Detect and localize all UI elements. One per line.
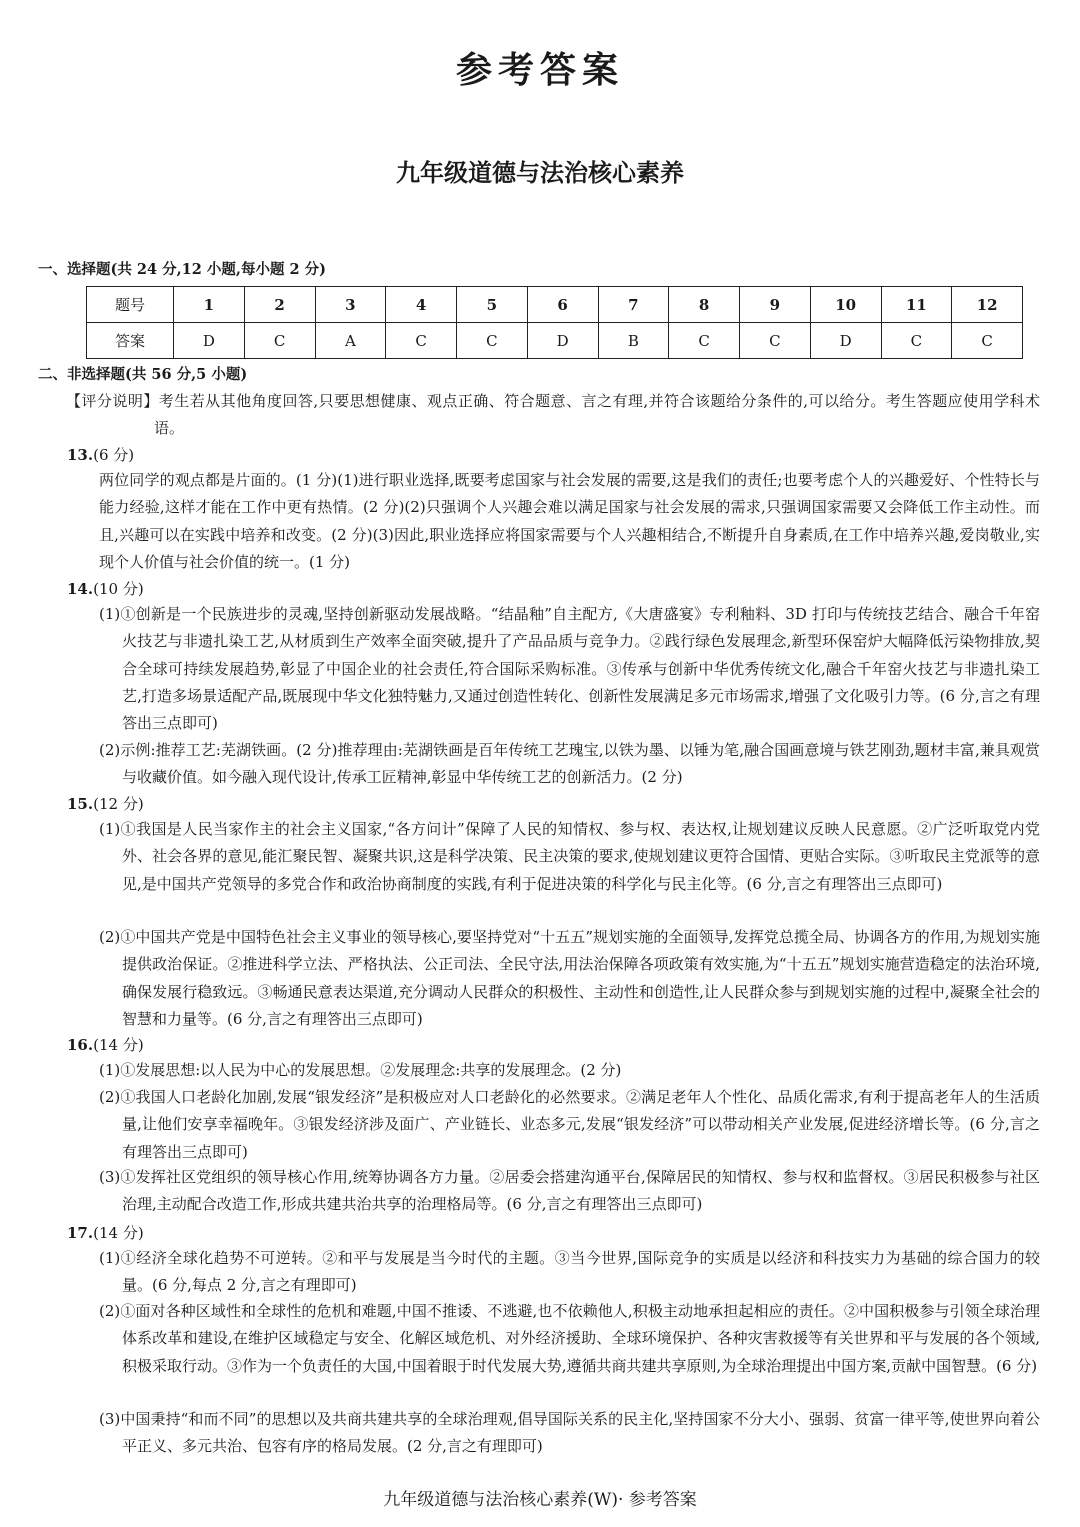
question-number: 14. bbox=[67, 580, 94, 598]
question-number: 15. bbox=[67, 795, 94, 813]
question-number-cell: 4 bbox=[386, 287, 457, 323]
question-number-cell: 5 bbox=[457, 287, 528, 323]
question-header bbox=[67, 793, 144, 814]
page-footer: 九年级道德与法治核心素养(W)· 参考答案 bbox=[383, 1490, 697, 1510]
subject-title: 九年级道德与法治核心素养 bbox=[396, 158, 684, 187]
page-title: 参考答案 bbox=[455, 49, 624, 91]
question-header bbox=[67, 1222, 144, 1243]
question-header bbox=[67, 578, 144, 599]
answer-paragraph: (1)①经济全球化趋势不可逆转。②和平与发展是当今时代的主题。③当今世界,国际竞争的实质是以经济和科技实力为基础的综合国力的较量。(6 分,每点 2 分,言之有理即可) bbox=[99, 1249, 1040, 1295]
question-header bbox=[67, 1034, 144, 1055]
section1-heading: 一、选择题(共 24 分,12 小题,每小题 2 分) bbox=[38, 261, 327, 278]
answer-paragraph: (1)①发展思想:以人民为中心的发展思想。②发展理念:共享的发展理念。(2 分) bbox=[99, 1061, 622, 1079]
scoring-note: 【评分说明】考生若从其他角度回答,只要思想健康、观点正确、符合题意、言之有理,并符合该题给分条件的,可以给分。考生答题应使用学科术语。 bbox=[66, 392, 1040, 438]
answer-table-number-row bbox=[87, 287, 1023, 323]
question-points: (12 分) bbox=[93, 795, 144, 813]
answer-cell: C bbox=[457, 323, 528, 359]
question-number-cell: 3 bbox=[315, 287, 386, 323]
answer-table bbox=[86, 286, 1023, 359]
answer-cell: C bbox=[881, 323, 952, 359]
question-number-cell: 11 bbox=[881, 287, 952, 323]
answer-cell: D bbox=[174, 323, 245, 359]
question-points: (10 分) bbox=[93, 580, 144, 598]
answer-paragraph: (3)①发挥社区党组织的领导核心作用,统筹协调各方力量。②居委会搭建沟通平台,保障居民的知情权、参与权和监督权。③居民积极参与社区治理,主动配合改造工作,形成共建共治共享的治理格局等。(6 分,言之有理答出三点即可) bbox=[99, 1168, 1040, 1214]
question-number-cell: 9 bbox=[740, 287, 811, 323]
question-number-cell: 12 bbox=[952, 287, 1023, 323]
answer-paragraph: (2)①我国人口老龄化加剧,发展“银发经济”是积极应对人口老龄化的必然要求。②满足老年人个性化、品质化需求,有利于提高老年人的生活质量,让他们安享幸福晚年。③银发经济涉及面广、产业链长、业态多元,发展“银发经济”可以带动相关产业发展,促进经济增长等。(6 分,言之有理答出三点即可) bbox=[99, 1088, 1040, 1161]
answer-cell: C bbox=[386, 323, 457, 359]
answer-paragraph: (2)示例:推荐工艺:芜湖铁画。(2 分)推荐理由:芜湖铁画是百年传统工艺瑰宝,以铁为墨、以锤为笔,融合国画意境与铁艺刚劲,题材丰富,兼具观赏与收藏价值。如今融入现代设计,传承工匠精神,彰显中华传统工艺的创新活力。(2 分) bbox=[99, 741, 1040, 787]
answer-paragraph: 两位同学的观点都是片面的。(1 分)(1)进行职业选择,既要考虑国家与社会发展的需要,这是我们的责任;也要考虑个人的兴趣爱好、个性特长与能力经验,这样才能在工作中更有热情。(2 分)(2)只强调个人兴趣会难以满足国家与社会发展的需求,只强调国家需要又会降低工作主动性。而且,兴趣可以在实践中培养和改变。(2 分)(3)因此,职业选择应将国家需要与个人兴趣相结合,不断提升自身素质,在工作中培养兴趣,爱岗敬业,实现个人价值与社会价值的统一。(1 分) bbox=[99, 471, 1040, 571]
answer-table-answer-row bbox=[87, 323, 1023, 359]
answer-paragraph: (2)①中国共产党是中国特色社会主义事业的领导核心,要坚持党对“十五五”规划实施的全面领导,发挥党总揽全局、协调各方的作用,为规划实施提供政治保证。②推进科学立法、严格执法、公正司法、全民守法,用法治保障各项政策有效实施,为“十五五”规划实施营造稳定的法治环境,确保发展行稳致远。③畅通民意表达渠道,充分调动人民群众的积极性、主动性和创造性,让人民群众参与到规划实施的过程中,凝聚全社会的智慧和力量等。(6 分,言之有理答出三点即可) bbox=[99, 928, 1040, 1028]
answer-cell: C bbox=[669, 323, 740, 359]
answer-cell: B bbox=[598, 323, 669, 359]
answer-paragraph: (1)①创新是一个民族进步的灵魂,坚持创新驱动发展战略。“结晶釉”自主配方,《大唐盛宴》专利釉料、3D 打印与传统技艺结合、融合千年窑火技艺与非遗扎染工艺,从材质到生产效率全面突破,提升了产品品质与竞争力。②践行绿色发展理念,新型环保窑炉大幅降低污染物排放,契合全球可持续发展趋势,彰显了中国企业的社会责任,符合国际采购标准。③传承与创新中华优秀传统文化,融合千年窑火技艺与非遗扎染工艺,打造多场景适配产品,既展现中华文化独特魅力,又通过创造性转化、创新性发展满足多元市场需求,增强了文化吸引力等。(6 分,言之有理答出三点即可) bbox=[99, 605, 1040, 733]
answer-paragraph: (2)①面对各种区域性和全球性的危机和难题,中国不推诿、不逃避,也不依赖他人,积极主动地承担起相应的责任。②中国积极参与引领全球治理体系改革和建设,在维护区域稳定与安全、化解区域危机、对外经济援助、全球环境保护、各种灾害救援等有关世界和平与发展的各个领域,积极采取行动。③作为一个负责任的大国,中国着眼于时代发展大势,遵循共商共建共享原则,为全球治理提出中国方案,贡献中国智慧。(6 分) bbox=[99, 1302, 1040, 1375]
question-number: 13. bbox=[67, 446, 94, 464]
question-number-cell: 8 bbox=[669, 287, 740, 323]
row-label-answer: 答案 bbox=[87, 323, 174, 359]
question-number-cell: 6 bbox=[527, 287, 598, 323]
question-number-cell: 1 bbox=[174, 287, 245, 323]
row-label-number: 题号 bbox=[87, 287, 174, 323]
question-number: 16. bbox=[67, 1036, 94, 1054]
answer-paragraph: (3)中国秉持“和而不同”的思想以及共商共建共享的全球治理观,倡导国际关系的民主化,坚持国家不分大小、强弱、贫富一律平等,使世界向着公平正义、多元共治、包容有序的格局发展。(2 分,言之有理即可) bbox=[99, 1410, 1040, 1456]
question-number-cell: 7 bbox=[598, 287, 669, 323]
section2-heading: 二、非选择题(共 56 分,5 小题) bbox=[38, 366, 248, 383]
answer-cell: D bbox=[810, 323, 881, 359]
answer-cell: C bbox=[740, 323, 811, 359]
answer-cell: C bbox=[244, 323, 315, 359]
question-number-cell: 10 bbox=[810, 287, 881, 323]
question-number: 17. bbox=[67, 1224, 94, 1242]
question-points: (14 分) bbox=[93, 1224, 144, 1242]
question-header bbox=[67, 444, 134, 465]
question-points: (6 分) bbox=[93, 446, 135, 464]
answer-paragraph: (1)①我国是人民当家作主的社会主义国家,“各方问计”保障了人民的知情权、参与权、表达权,让规划建议反映人民意愿。②广泛听取党内党外、社会各界的意见,能汇聚民智、凝聚共识,这是科学决策、民主决策的要求,使规划建议更符合国情、更贴合实际。③听取民主党派等的意见,是中国共产党领导的多党合作和政治协商制度的实践,有利于促进决策的科学化与民主化等。(6 分,言之有理答出三点即可) bbox=[99, 820, 1040, 893]
answer-cell: D bbox=[527, 323, 598, 359]
question-number-cell: 2 bbox=[244, 287, 315, 323]
question-points: (14 分) bbox=[93, 1036, 144, 1054]
answer-cell: C bbox=[952, 323, 1023, 359]
answer-cell: A bbox=[315, 323, 386, 359]
